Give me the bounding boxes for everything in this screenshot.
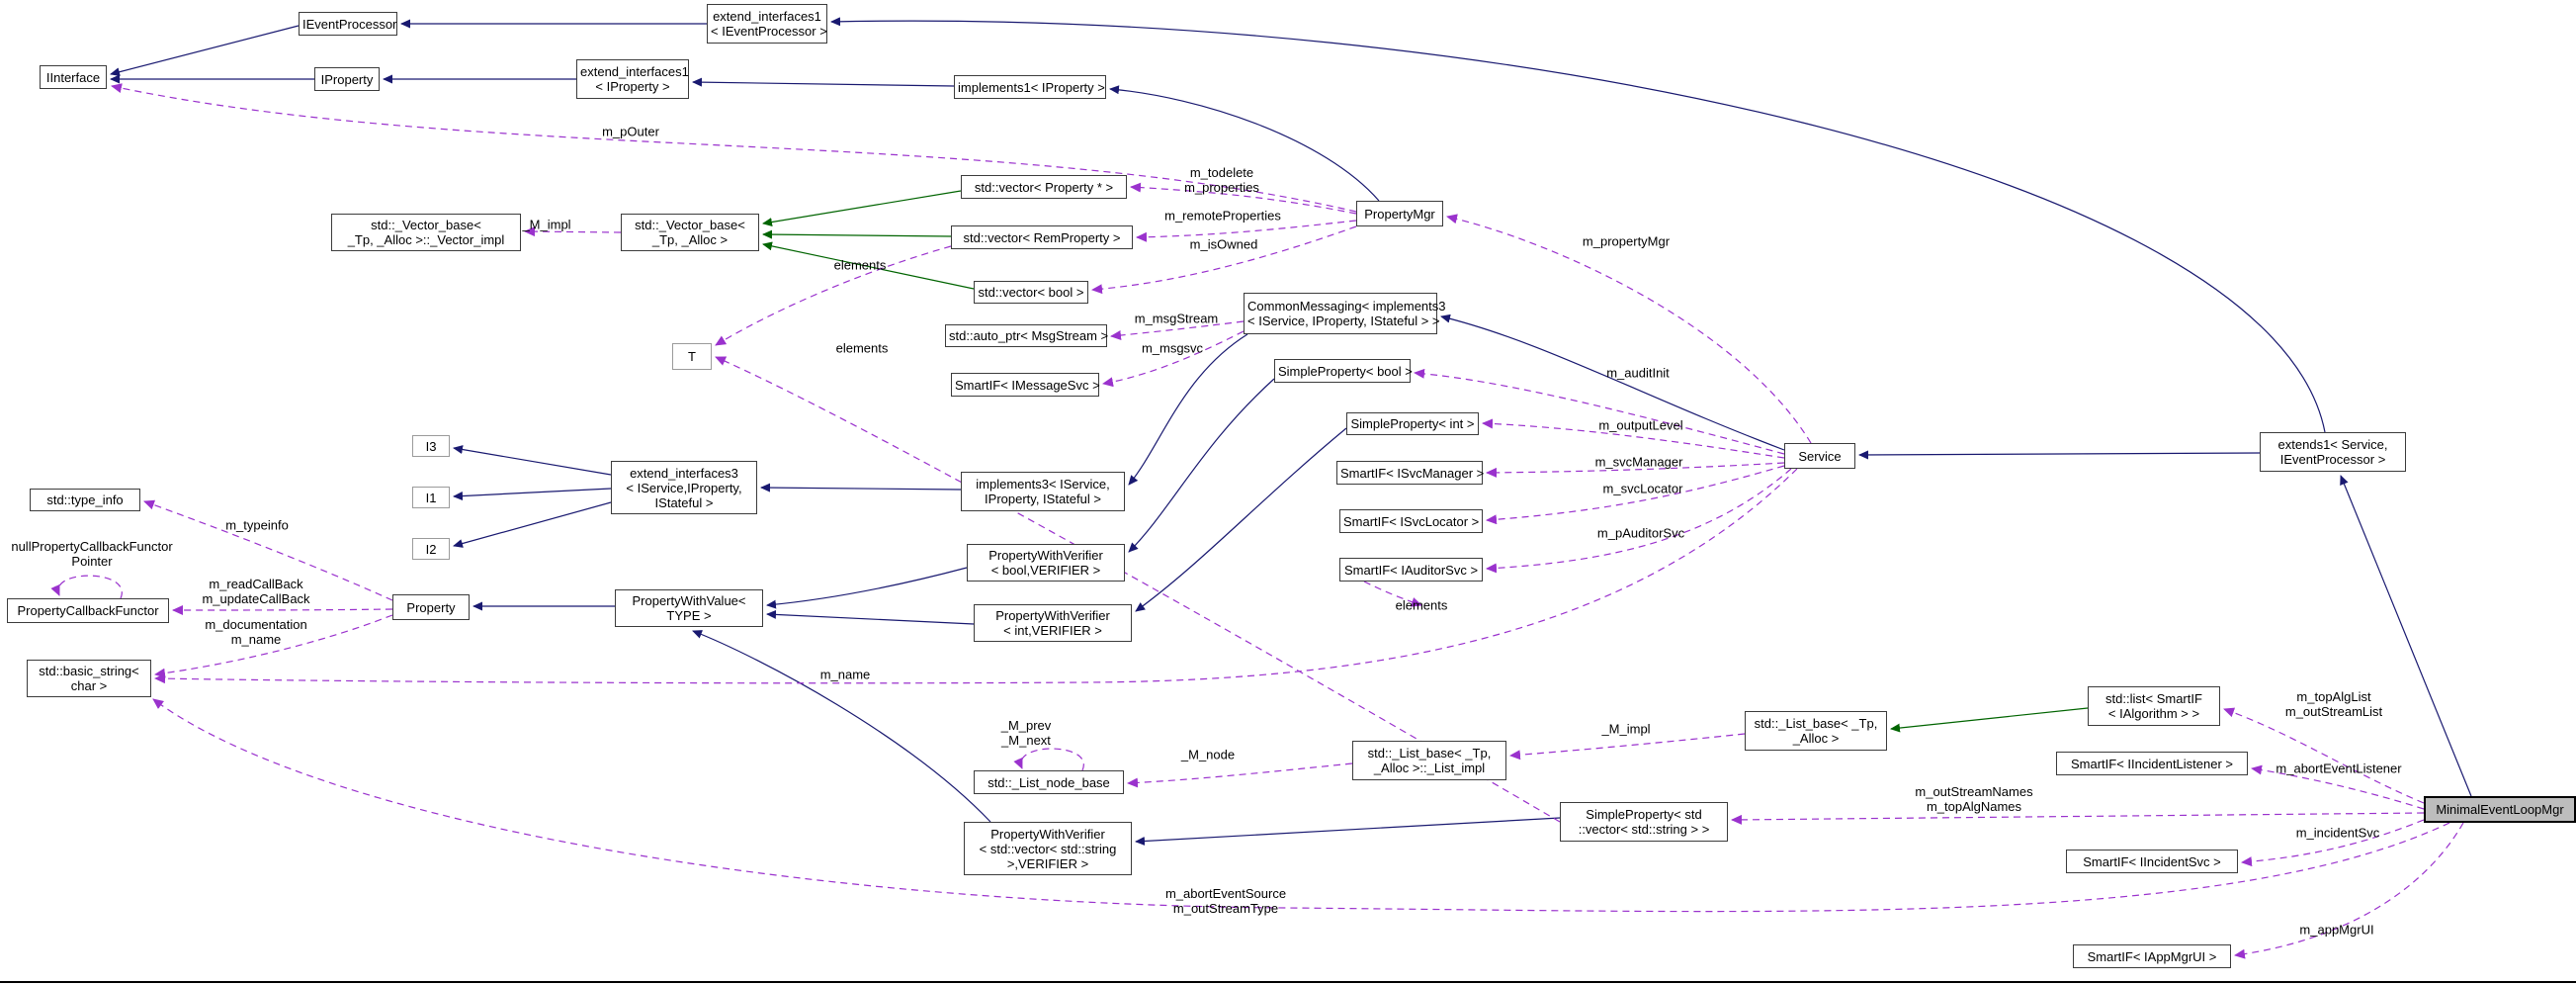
- node-extend-interfaces3[interactable]: extend_interfaces3 < IService,IProperty, IStateful >: [611, 461, 757, 514]
- node-iinterface[interactable]: IInterface: [40, 65, 107, 89]
- edge-sp-int-to-pwv-int: [1136, 428, 1346, 611]
- edge-pwv-vecstr-to-pwvalue: [693, 631, 990, 822]
- node-smartif-isvcmanager[interactable]: SmartIF< ISvcManager >: [1336, 461, 1483, 485]
- edge-ei3-to-i2: [454, 502, 611, 546]
- edge-nullpropertycallbackfunctorpointer: [58, 576, 122, 598]
- node-extend-interfaces1-ieventprocessor[interactable]: extend_interfaces1 < IEventProcessor >: [707, 4, 827, 44]
- edge-m-aborteventsource-outstreamtype: [153, 699, 2449, 912]
- edge-m-topalglist-outstreamlist: [2224, 709, 2424, 803]
- edge-implements3-to-ei3: [761, 488, 961, 490]
- edge-label-m-pouter: m_pOuter: [602, 124, 659, 139]
- node-minimaleventloopmgr: MinimalEventLoopMgr: [2424, 796, 2576, 823]
- edge-label-m-pauditorsvc: m_pAuditorSvc: [1596, 525, 1685, 541]
- node-implements3[interactable]: implements3< IService, IProperty, IStateful >: [961, 472, 1125, 511]
- edge-sp-bool-to-pwv-bool: [1129, 379, 1274, 552]
- edge-vector-remproperty-to-vbase: [763, 234, 951, 236]
- edge-m-msgsvc: [1103, 331, 1244, 384]
- node-ieventprocessor[interactable]: IEventProcessor: [299, 12, 397, 36]
- node-vector-bool[interactable]: std::vector< bool >: [974, 281, 1088, 304]
- node-iproperty[interactable]: IProperty: [314, 67, 380, 91]
- edge-m-remoteproperties: [1137, 221, 1356, 237]
- edge-label-m-readcallback-updatecallback: m_readCallBack m_updateCallBack: [202, 577, 310, 606]
- edge-label-elements-vector: elements: [833, 257, 887, 273]
- edge-label-m-topalglist-outstreamlist: m_topAlgList m_outStreamList: [2284, 689, 2383, 719]
- edge-label-m-svcmanager: m_svcManager: [1594, 454, 1683, 470]
- edge-label-elements-t: elements: [835, 340, 889, 356]
- edge-label-m-typeinfo: m_typeinfo: [225, 517, 289, 533]
- node-service[interactable]: Service: [1784, 443, 1855, 469]
- node-list-smartif-ialgorithm[interactable]: std::list< SmartIF < IAlgorithm > >: [2088, 686, 2220, 726]
- edge-label-elements-mid: elements: [1395, 597, 1448, 613]
- node-propertywithvalue[interactable]: PropertyWithValue< TYPE >: [615, 589, 763, 627]
- edge-pwv-int-to-pwvalue: [767, 614, 974, 624]
- edge-label-m-todelete-properties: m_todelete m_properties: [1184, 165, 1259, 195]
- node-smartif-iincidentlistener[interactable]: SmartIF< IIncidentListener >: [2056, 752, 2248, 775]
- edge-ieventprocessor-to-iinterface: [111, 26, 299, 74]
- node-smartif-isvclocator[interactable]: SmartIF< ISvcLocator >: [1339, 509, 1483, 533]
- edge-pwv-bool-to-pwvalue: [767, 568, 967, 605]
- node-vector-remproperty[interactable]: std::vector< RemProperty >: [951, 225, 1133, 249]
- node-implements1-iproperty[interactable]: implements1< IProperty >: [954, 75, 1106, 99]
- edge-label-m-incidentsvc: m_incidentSvc: [2295, 825, 2380, 841]
- node-smartif-iauditorsvc[interactable]: SmartIF< IAuditorSvc >: [1339, 558, 1483, 582]
- edge-label-m-aborteventlistener: m_abortEventListener: [2275, 761, 2402, 776]
- edge-m-prev-next: [1021, 749, 1083, 770]
- node-list-base[interactable]: std::_List_base< _Tp, _Alloc >: [1745, 711, 1887, 751]
- node-propertymgr[interactable]: PropertyMgr: [1356, 201, 1443, 226]
- edge-label-m-documentation-name: m_documentation m_name: [205, 617, 307, 647]
- edge-label-m-appmgrui: m_appMgrUI: [2299, 922, 2374, 938]
- edge-sp-vecstr-to-pwv-vecstr: [1136, 818, 1560, 842]
- edge-label-m-impl-list: _M_impl: [1601, 721, 1651, 737]
- edge-m-node: [1128, 763, 1352, 783]
- node-i2[interactable]: I2: [412, 538, 450, 560]
- edge-label-m-node: _M_node: [1180, 747, 1236, 762]
- edge-list-to-listbase: [1891, 708, 2088, 729]
- node-vector-base-impl[interactable]: std::_Vector_base< _Tp, _Alloc >::_Vector_impl: [331, 214, 521, 251]
- edge-m-readcallback-updatecallback: [173, 609, 392, 610]
- node-propertywithverifier-vector-string[interactable]: PropertyWithVerifier < std::vector< std::string >,VERIFIER >: [964, 822, 1132, 875]
- node-vector-base[interactable]: std::_Vector_base< _Tp, _Alloc >: [621, 214, 759, 251]
- node-smartif-iincidentsvc[interactable]: SmartIF< IIncidentSvc >: [2066, 850, 2238, 873]
- edge-label-m-isowned: m_isOwned: [1189, 236, 1258, 252]
- edge-m-pouter: [112, 86, 1356, 212]
- node-simpleproperty-vector-string[interactable]: SimpleProperty< std ::vector< std::string > >: [1560, 802, 1728, 842]
- edge-label-nullpropertycallbackfunctorpointer: nullPropertyCallbackFunctor Pointer: [11, 539, 173, 569]
- edge-label-m-auditinit: m_auditInit: [1606, 365, 1670, 381]
- edge-label-m-msgsvc: m_msgsvc: [1141, 340, 1204, 356]
- node-propertywithverifier-bool[interactable]: PropertyWithVerifier < bool,VERIFIER >: [967, 544, 1125, 582]
- edge-label-m-msgstream: m_msgStream: [1134, 311, 1219, 326]
- edge-label-m-remoteproperties: m_remoteProperties: [1164, 208, 1281, 224]
- node-list-base-impl[interactable]: std::_List_base< _Tp, _Alloc >::_List_impl: [1352, 741, 1506, 780]
- node-property[interactable]: Property: [392, 594, 470, 620]
- edge-m-propertymgr: [1447, 217, 1811, 443]
- node-extend-interfaces1-iproperty[interactable]: extend_interfaces1 < IProperty >: [576, 59, 689, 99]
- edge-vector-property-to-vbase: [763, 191, 961, 224]
- node-extends1[interactable]: extends1< Service, IEventProcessor >: [2260, 432, 2406, 472]
- node-list-node-base[interactable]: std::_List_node_base: [974, 770, 1124, 794]
- node-i3[interactable]: I3: [412, 435, 450, 457]
- node-vector-property[interactable]: std::vector< Property * >: [961, 175, 1127, 199]
- edge-label-m-impl-vector: _M_impl: [522, 217, 571, 232]
- edge-implements1-to-ei1ip: [693, 82, 954, 86]
- bottom-divider: [0, 981, 2576, 983]
- node-i1[interactable]: I1: [412, 487, 450, 508]
- edge-label-m-outstreamnames-topalgnames: m_outStreamNames m_topAlgNames: [1915, 784, 2033, 814]
- edge-label-m-propertymgr: m_propertyMgr: [1582, 233, 1671, 249]
- edge-melm-to-extends1: [2341, 476, 2471, 796]
- node-simpleproperty-bool[interactable]: SimpleProperty< bool >: [1274, 359, 1411, 383]
- edge-extends1-to-service: [1859, 453, 2260, 455]
- node-smartif-iappmgrui[interactable]: SmartIF< IAppMgrUI >: [2073, 944, 2231, 968]
- edge-ei3-to-i1: [454, 489, 611, 496]
- edge-m-outstreamnames-topalgnames: [1732, 813, 2424, 820]
- node-propertycallbackfunctor[interactable]: PropertyCallbackFunctor: [7, 598, 169, 623]
- edge-m-impl-list: [1510, 734, 1745, 756]
- node-type-info[interactable]: std::type_info: [30, 489, 140, 511]
- node-t[interactable]: T: [672, 343, 712, 370]
- node-smartif-imessagesvc[interactable]: SmartIF< IMessageSvc >: [951, 373, 1099, 397]
- edge-label-m-aborteventsource-outstreamtype: m_abortEventSource m_outStreamType: [1164, 886, 1287, 916]
- node-propertywithverifier-int[interactable]: PropertyWithVerifier < int,VERIFIER >: [974, 604, 1132, 642]
- edge-label-m-name-service: m_name: [819, 667, 871, 682]
- edge-label-m-outputlevel: m_outputLevel: [1598, 417, 1683, 433]
- edge-ei3-to-i3: [454, 448, 611, 475]
- node-auto-ptr-msgstream[interactable]: std::auto_ptr< MsgStream >: [945, 324, 1107, 347]
- node-simpleproperty-int[interactable]: SimpleProperty< int >: [1346, 412, 1479, 435]
- node-commonmessaging[interactable]: CommonMessaging< implements3 < IService, IProperty, IStateful > >: [1244, 293, 1437, 334]
- node-basic-string[interactable]: std::basic_string< char >: [27, 660, 151, 697]
- edge-label-m-prev-next: _M_prev _M_next: [1000, 718, 1052, 748]
- edge-label-m-svclocator: m_svcLocator: [1602, 481, 1683, 496]
